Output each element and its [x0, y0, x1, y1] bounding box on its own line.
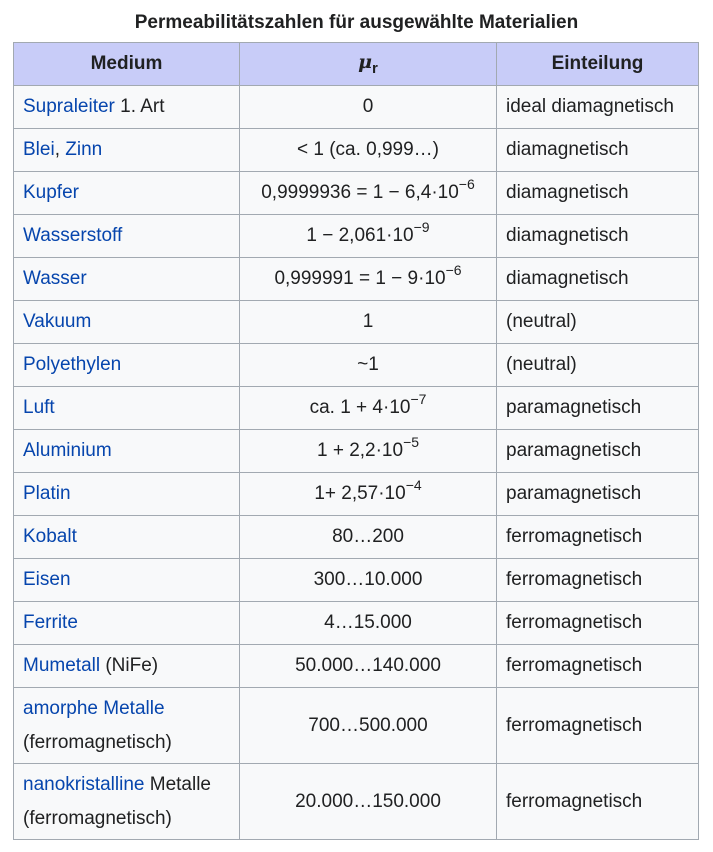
table-row	[14, 387, 699, 430]
medium-note: (ferromagnetisch)	[23, 731, 172, 753]
mu-symbol: μ	[358, 51, 373, 73]
cell-medium	[14, 344, 240, 387]
table-row	[14, 86, 699, 129]
cell-classification: ferromagnetisch	[497, 688, 699, 764]
cell-classification: ferromagnetisch	[497, 764, 699, 840]
mu-subscript: r	[372, 60, 378, 77]
table-row	[14, 645, 699, 688]
cell-medium	[14, 172, 240, 215]
cell-mu	[240, 688, 497, 764]
table-row	[14, 473, 699, 516]
cell-classification: diamagnetisch	[497, 129, 699, 172]
table-row	[14, 215, 699, 258]
mu-value: 1	[362, 311, 374, 332]
medium-text: (NiFe)	[100, 655, 159, 676]
cell-mu	[240, 602, 497, 645]
mu-exponent: −6	[445, 262, 462, 278]
header-mu	[240, 43, 497, 86]
cell-classification: diamagnetisch	[497, 172, 699, 215]
cell-classification: (neutral)	[497, 301, 699, 344]
cell-medium	[14, 516, 240, 559]
cell-medium	[14, 301, 240, 344]
mu-value: 0,9999936 = 1 − 6,4·10	[261, 182, 459, 203]
cell-classification: ferromagnetisch	[497, 559, 699, 602]
cell-mu	[240, 559, 497, 602]
mu-value: 4…15.000	[324, 612, 412, 633]
permeability-table	[13, 42, 699, 840]
medium-link[interactable]: Polyethylen	[23, 354, 122, 375]
mu-value: 300…10.000	[313, 569, 423, 590]
medium-link[interactable]: Platin	[23, 483, 71, 504]
medium-link[interactable]: Kupfer	[23, 182, 79, 203]
mu-value: ~1	[357, 354, 379, 375]
medium-link[interactable]: amorphe Metalle	[23, 697, 165, 719]
cell-medium	[14, 430, 240, 473]
medium-link[interactable]: nanokristalline	[23, 773, 145, 795]
medium-link[interactable]: Wasserstoff	[23, 225, 123, 246]
cell-medium	[14, 645, 240, 688]
cell-mu	[240, 258, 497, 301]
cell-mu	[240, 344, 497, 387]
mu-value: 0	[362, 96, 374, 117]
medium-link[interactable]: Eisen	[23, 569, 71, 590]
cell-classification: ferromagnetisch	[497, 645, 699, 688]
cell-medium	[14, 764, 240, 840]
cell-classification: paramagnetisch	[497, 387, 699, 430]
cell-classification: diamagnetisch	[497, 215, 699, 258]
medium-link[interactable]: Ferrite	[23, 612, 78, 633]
cell-classification: ferromagnetisch	[497, 516, 699, 559]
table-row	[14, 258, 699, 301]
medium-text: 1. Art	[114, 96, 165, 117]
cell-medium	[14, 602, 240, 645]
table-row	[14, 129, 699, 172]
cell-medium	[14, 129, 240, 172]
medium-link[interactable]: Blei	[23, 139, 55, 160]
mu-exponent: −4	[405, 477, 422, 493]
cell-medium	[14, 86, 240, 129]
mu-value: < 1 (ca. 0,999…)	[296, 139, 440, 160]
table-row	[14, 344, 699, 387]
cell-mu	[240, 473, 497, 516]
header-medium: Medium	[14, 43, 240, 86]
mu-exponent: −5	[403, 434, 420, 450]
cell-mu	[240, 387, 497, 430]
cell-classification: (neutral)	[497, 344, 699, 387]
mu-value: 0,999991 = 1 − 9·10	[274, 268, 446, 289]
cell-medium	[14, 688, 240, 764]
mu-exponent: −9	[413, 219, 430, 235]
cell-mu	[240, 301, 497, 344]
mu-value: 1 − 2,061·10	[306, 225, 414, 246]
mu-value: 80…200	[332, 526, 404, 547]
medium-link[interactable]: Vakuum	[23, 311, 92, 332]
mu-exponent: −6	[458, 176, 475, 192]
mu-value: ca. 1 + 4·10	[309, 397, 411, 418]
table-caption: Permeabilitätszahlen für ausgewählte Materialien	[134, 12, 579, 33]
medium-link[interactable]: Supraleiter	[23, 96, 115, 117]
cell-mu	[240, 430, 497, 473]
mu-value: 50.000…140.000	[295, 655, 441, 676]
cell-classification: diamagnetisch	[497, 258, 699, 301]
table-row	[14, 688, 699, 764]
cell-medium	[14, 258, 240, 301]
medium-link[interactable]: Zinn	[65, 139, 103, 160]
cell-medium	[14, 473, 240, 516]
medium-link[interactable]: Luft	[23, 397, 55, 418]
cell-classification: ferromagnetisch	[497, 602, 699, 645]
cell-mu	[240, 86, 497, 129]
cell-mu	[240, 172, 497, 215]
table-row	[14, 764, 699, 840]
cell-medium	[14, 215, 240, 258]
mu-exponent: −7	[410, 391, 427, 407]
medium-separator: ,	[54, 139, 66, 160]
mu-value: 1 + 2,2·10	[316, 440, 404, 461]
table-row	[14, 602, 699, 645]
cell-medium	[14, 559, 240, 602]
cell-medium	[14, 387, 240, 430]
cell-classification: paramagnetisch	[497, 473, 699, 516]
cell-mu	[240, 516, 497, 559]
mu-value: 1+ 2,57·10	[314, 483, 406, 504]
table-row	[14, 301, 699, 344]
mu-value: 700…500.000	[308, 714, 428, 736]
medium-link[interactable]: Aluminium	[23, 440, 112, 461]
cell-classification: ideal diamagnetisch	[497, 86, 699, 129]
table-row	[14, 172, 699, 215]
medium-text: Metalle	[144, 773, 211, 795]
header-row	[14, 43, 699, 86]
medium-link[interactable]: Mumetall	[23, 655, 101, 676]
cell-mu	[240, 645, 497, 688]
cell-mu	[240, 129, 497, 172]
cell-classification: paramagnetisch	[497, 430, 699, 473]
table-row	[14, 559, 699, 602]
medium-link[interactable]: Kobalt	[23, 526, 77, 547]
medium-link[interactable]: Wasser	[23, 268, 87, 289]
cell-mu	[240, 215, 497, 258]
medium-note: (ferromagnetisch)	[23, 807, 172, 829]
mu-value: 20.000…150.000	[295, 790, 441, 812]
table-row	[14, 516, 699, 559]
cell-mu	[240, 764, 497, 840]
table-row	[14, 430, 699, 473]
header-classification: Einteilung	[497, 43, 699, 86]
